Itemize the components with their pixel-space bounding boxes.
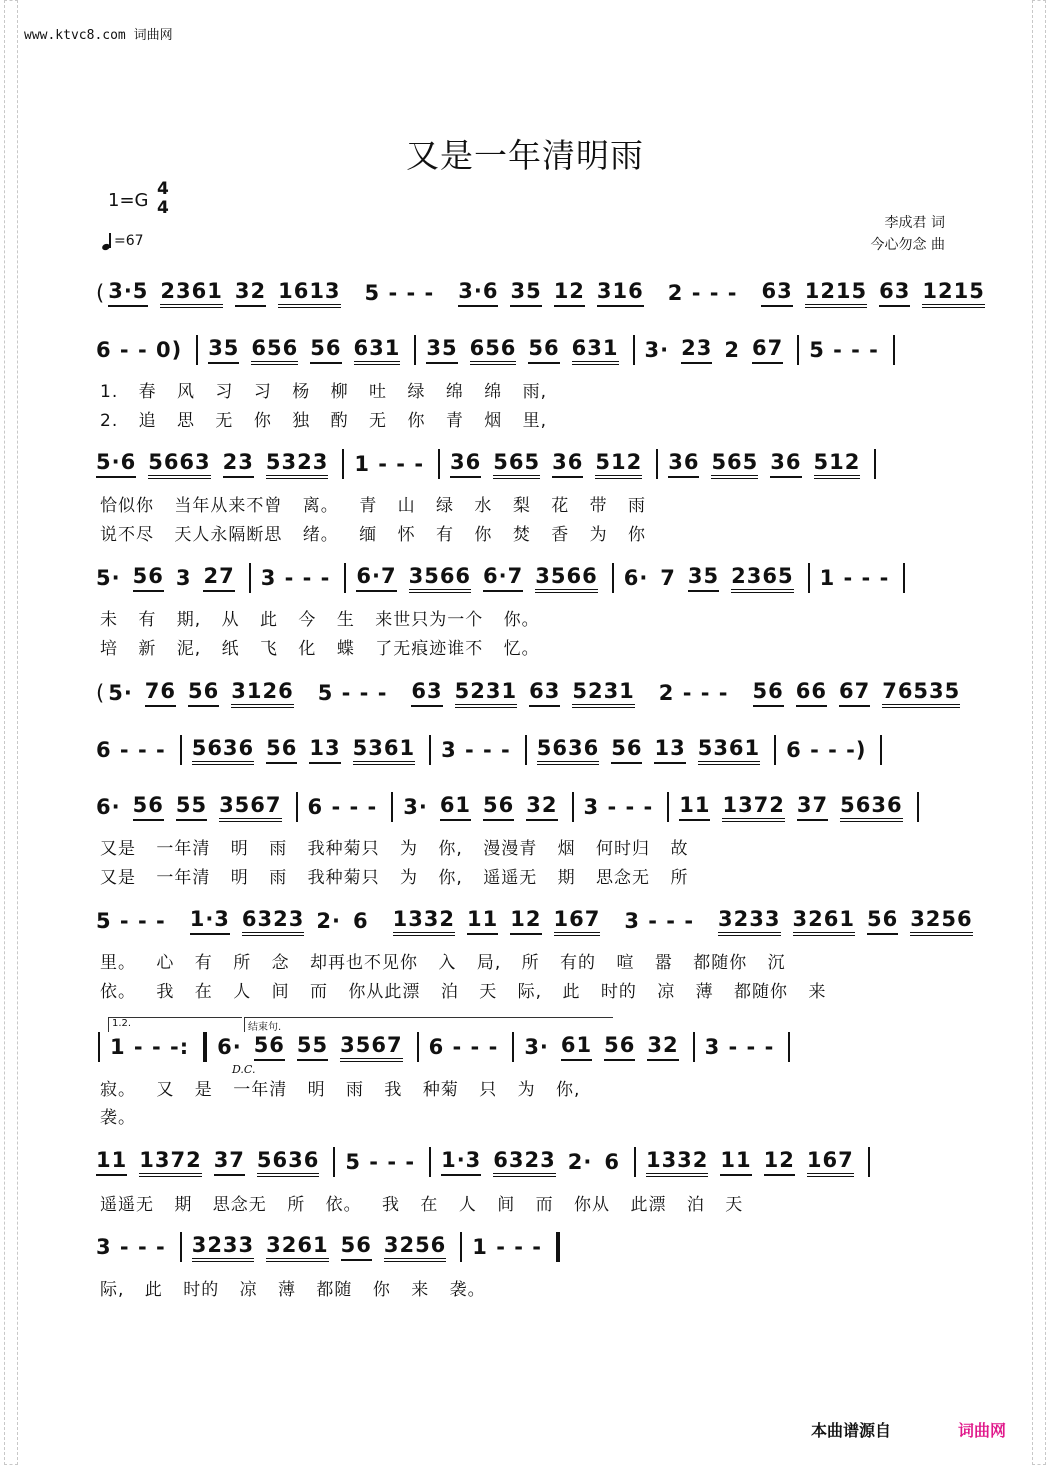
credits [871,212,945,256]
note-group: 3 - - - [96,1235,166,1259]
note-group: 66 [796,679,827,707]
barline [612,563,614,593]
barline [917,792,919,822]
note-group: 56 [867,907,898,935]
note-group: 2361 [160,279,222,308]
score-row [96,906,973,936]
note-group: 37 [214,1148,245,1176]
lyric-line: 寂。 又 是 一年清 明 雨 我 种菊 只 为 你, [100,1080,581,1100]
note-group: 55 [176,793,207,821]
note-group: 2· [567,1150,593,1174]
lyric-line: 袭。 [100,1108,136,1128]
note-group: 35 [688,564,719,592]
dc-mark: D.C. [232,1063,256,1076]
barline [438,449,440,479]
note-group: 3· [403,795,428,819]
barline [414,335,416,365]
note-group: 167 [807,1148,854,1177]
note-group: 6· [96,795,121,819]
note-group: 32 [647,1033,678,1061]
note-group: 656 [470,336,517,365]
lyric-line: 培 新 泥, 纸 飞 化 蝶 了无痕迹谁不 忆。 [100,639,540,659]
note-group: 12 [510,907,541,935]
note-group: 631 [572,336,619,365]
note-group: 1 - - -: [110,1035,190,1059]
note-group: 56 [483,793,514,821]
note-group: 11 [96,1148,127,1176]
note-group: 56 [188,679,219,707]
note-group: 3256 [384,1233,446,1262]
note-group: 5231 [455,679,517,708]
note-group: 32 [235,279,266,307]
lyric-line: 2. 追 思 无 你 独 酌 无 你 青 烟 里, [100,411,548,431]
note-group: 1332 [393,907,455,936]
score-row [96,278,985,308]
note-group: 6323 [493,1148,555,1177]
key-signature: 1=G [108,190,149,211]
score-row [96,792,956,822]
barline [874,449,876,479]
barline [98,1032,100,1062]
composer: 今心勿念 曲 [870,237,945,253]
score-row [96,1232,956,1262]
note-group: 3·6 [458,279,498,307]
note-group: 56 [528,336,559,364]
score-row [96,563,956,593]
lyric-line: 又是 一年清 明 雨 我种菊只 为 你, 漫漫青 烟 何时归 故 [100,839,689,859]
note-group: 1372 [139,1148,201,1177]
note-group: 36 [552,450,583,478]
note-group: 32 [526,793,557,821]
note-group: 565 [493,450,540,479]
barline [633,335,635,365]
note-group: 63 [761,279,792,307]
source-url: www.ktvc8.com 词曲网 [24,28,173,43]
note-group: 11 [679,793,710,821]
note-group: 56 [753,679,784,707]
barline [180,735,182,765]
volta-first-ending: 1.2. [108,1017,242,1032]
note-group: 3 - - - [624,909,695,933]
time-signature [157,180,169,218]
repeat-paren: ( [96,681,105,705]
quarter-note-icon [102,232,112,250]
barline [797,335,799,365]
score-row [96,1147,956,1177]
note-group: 23 [223,450,254,478]
barline [880,735,882,765]
note-group: 6 [604,1150,620,1174]
note-group: 6· [623,566,649,590]
note-group: 56 [133,793,164,821]
right-border-strip [1032,0,1046,1465]
barline [572,792,574,822]
barline [342,449,344,479]
note-group: 316 [597,279,644,307]
barline [808,563,810,593]
barline [344,563,346,593]
note-group: 5· [96,566,121,590]
note-group: 1 - - - [472,1235,542,1259]
footer-brand-link[interactable]: 词曲网 [958,1421,1007,1440]
note-group: 6 - - - [96,738,166,762]
barline [774,735,776,765]
barline [249,563,251,593]
note-group: 11 [720,1148,751,1176]
barline [333,1147,335,1177]
left-border-strip [4,0,18,1465]
note-group: 63 [411,679,442,707]
note-group: 6323 [242,907,304,936]
note-group: 5636 [840,793,902,822]
note-group: 61 [440,793,471,821]
note-group: 67 [752,336,783,364]
note-group: 512 [814,450,861,479]
lyric-line: 里。 心 有 所 念 却再也不见你 入 局, 所 有的 喧 嚣 都随你 沉 [100,953,786,973]
note-group: 5636 [192,736,254,765]
note-group: 63 [879,279,910,307]
note-group: 3567 [219,793,281,822]
note-group: 3 - - - [704,1035,775,1059]
barline [903,563,905,593]
note-group: 27 [203,564,234,592]
note-group: 6 - - - [428,1035,499,1059]
note-group: 55 [297,1033,328,1061]
note-group: 13 [309,736,340,764]
note-group: 5636 [257,1148,319,1177]
lyricist: 李成君 词 [884,215,945,231]
note-group: 3 - - - [583,795,654,819]
double-barline [556,1232,560,1262]
barline [460,1232,462,1262]
note-group: 1215 [922,279,984,308]
barline [429,735,431,765]
note-group: 565 [711,450,758,479]
note-group: 2 - - - [667,281,738,305]
note-group: 1·3 [441,1148,481,1176]
note-group: 6 - - -) [786,738,867,762]
note-group: 56 [310,336,341,364]
note-group: 3 [175,566,192,590]
barline [417,1032,419,1062]
note-group: 3· [524,1035,549,1059]
lyric-line: 际, 此 时的 凉 薄 都随 你 来 袭。 [100,1280,486,1300]
score-row [96,678,961,708]
volta-final-ending: 结束句. [244,1017,613,1032]
note-group: 1372 [722,793,784,822]
barline [429,1147,431,1177]
barline [296,792,298,822]
note-group: 3233 [718,907,780,936]
note-group: 7 [660,566,676,590]
lyric-line: 恰似你 当年从来不曾 离。 青 山 绿 水 梨 花 带 雨 [100,496,647,516]
score-row [96,449,956,479]
note-group: 3261 [793,907,855,936]
note-group: 2 - - - [658,681,729,705]
score-row [96,335,956,365]
note-group: 167 [554,907,601,936]
note-group: 35 [510,279,541,307]
note-group: 6 - - 0) [96,338,183,362]
lyric-line: 1. 春 风 习 习 杨 柳 吐 绿 绵 绵 雨, [100,382,548,402]
note-group: 5636 [537,736,599,765]
barline [893,335,895,365]
note-group: 2365 [731,564,793,593]
lyric-line: 说不尽 天人永隔断思 绪。 缅 怀 有 你 焚 香 为 你 [100,525,647,545]
note-group: 56 [254,1033,285,1061]
note-group: 36 [668,450,699,478]
note-group: 36 [450,450,481,478]
note-group: 3256 [910,907,972,936]
barline [693,1032,695,1062]
note-group: 63 [529,679,560,707]
barline [196,335,198,365]
note-group: 2 [724,338,740,362]
lyric-line: 未 有 期, 从 此 今 生 来世只为一个 你。 [100,610,540,630]
barline [525,735,527,765]
barline [512,1032,514,1062]
repeat-paren: ( [96,281,105,305]
time-sig-bottom: 4 [157,198,169,218]
note-group: 5323 [266,450,328,479]
note-group: 12 [764,1148,795,1176]
note-group: 512 [595,450,642,479]
note-group: 1332 [646,1148,708,1177]
note-group: 37 [797,793,828,821]
note-group: 11 [467,907,498,935]
note-group: 5663 [148,450,210,479]
note-group: 35 [426,336,457,364]
note-group: 1 - - - [819,566,890,590]
note-group: 5 - - - [345,1150,416,1174]
note-group: 5361 [353,736,415,765]
lyric-line: 遥遥无 期 思念无 所 依。 我 在 人 间 而 你从 此漂 泊 天 [100,1195,744,1215]
note-group: 3 - - - [260,566,331,590]
note-group: 3566 [409,564,471,593]
note-group: 5 - - - [809,338,879,362]
note-group: 56 [604,1033,635,1061]
note-group: 5231 [572,679,634,708]
note-group: 61 [561,1033,592,1061]
note-group: 3567 [340,1033,402,1062]
note-group: 3126 [231,679,293,708]
note-group: 76 [145,679,176,707]
score-row [96,735,956,765]
note-group: 3566 [535,564,597,593]
song-title: 又是一年清明雨 [406,136,644,175]
note-group: 76535 [882,679,960,708]
note-group: 656 [251,336,298,365]
note-group: 12 [554,279,585,307]
note-group: 3233 [192,1233,254,1262]
note-group: 1·3 [190,907,230,935]
note-group: 6·7 [356,564,396,592]
note-group: 56 [341,1233,372,1261]
score-row [96,1032,956,1062]
note-group: 56 [133,564,164,592]
note-group: 5361 [698,736,760,765]
lyric-line: 依。 我 在 人 间 而 你从此漂 泊 天 际, 此 时的 凉 薄 都随你 来 [100,982,827,1002]
barline [656,449,658,479]
note-group: 3261 [266,1233,328,1262]
footer-source-text: 本曲谱源自 [811,1421,892,1440]
barline [868,1147,870,1177]
tempo-value: =67 [114,233,144,249]
note-group: 6·7 [483,564,523,592]
barline [788,1032,790,1062]
note-group: 13 [654,736,685,764]
time-sig-top: 4 [157,179,169,199]
note-group: 6 - - - [307,795,378,819]
note-group: 56 [266,736,297,764]
note-group: 3 - - - [441,738,511,762]
note-group: 2· [316,909,341,933]
note-group: 5 - - - [317,681,388,705]
tempo-marking [102,232,144,250]
lyric-line: 又是 一年清 明 雨 我种菊只 为 你, 遥遥无 期 思念无 所 [100,868,689,888]
barline [667,792,669,822]
note-group: 6 [352,909,369,933]
note-group: 5 - - - [96,909,166,933]
barline [391,792,393,822]
note-group: 3· [644,338,670,362]
note-group: 631 [354,336,401,365]
note-group: 1613 [278,279,340,308]
note-group: 1215 [805,279,867,308]
double-barline [203,1032,207,1062]
note-group: 5·6 [96,450,136,478]
note-group: 5 - - - [364,281,435,305]
note-group: 6· [217,1035,242,1059]
barline [180,1232,182,1262]
note-group: 36 [770,450,801,478]
note-group: 35 [208,336,239,364]
note-group: 23 [681,336,712,364]
note-group: 67 [839,679,870,707]
note-group: 1 - - - [354,452,425,476]
note-group: 5· [108,681,133,705]
barline [634,1147,636,1177]
note-group: 56 [611,736,642,764]
note-group: 3·5 [108,279,148,307]
